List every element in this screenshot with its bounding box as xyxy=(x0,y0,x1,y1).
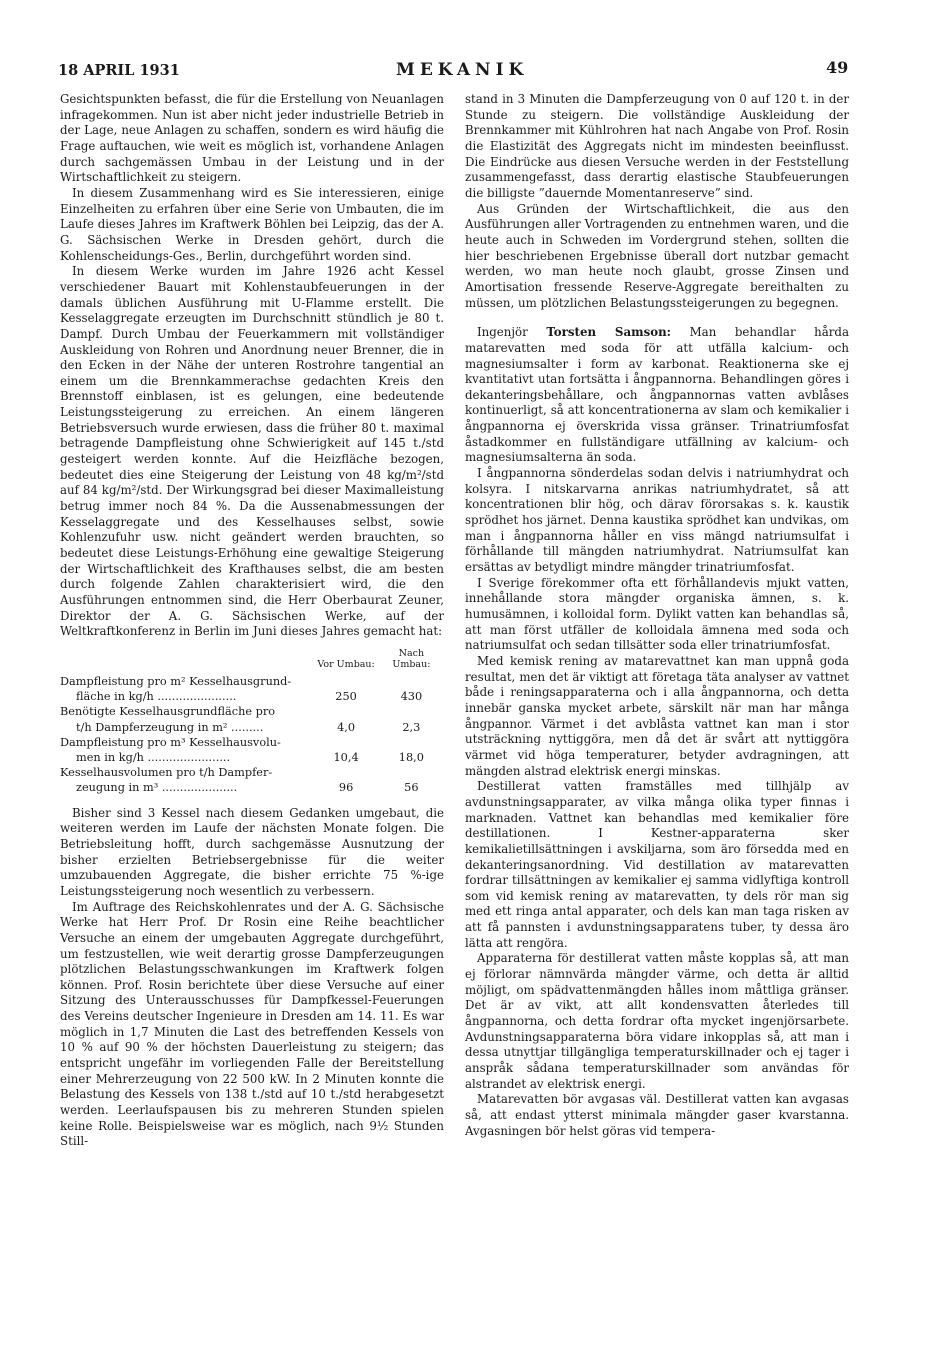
table-row xyxy=(60,765,444,795)
table-header-spacer xyxy=(60,648,313,674)
row-label-line: Kesselhausvolumen pro t/h Dampfer- xyxy=(60,766,273,780)
table-header-row xyxy=(60,648,444,674)
journal-title: MEKANIK xyxy=(396,60,529,80)
row-label-line: Dampfleistung pro m³ Kesselhausvolu- xyxy=(60,735,281,749)
paragraph: stand in 3 Minuten die Dampferzeugung von 0 auf 120 t. in der Stunde zu steigern. Die vollständige Auskleidung der Brennkammer mit Kühlrohren hat nach Angabe von Prof. Rosin die Elastizität des Aggregats nicht im mindesten beeinflusst. Die Eindrücke aus diesen Versuche werden in der Feststellung zusammengefasst, dass derartig elastische Staubfeuerungen die billigste ”dauernde Momentanreserve” sind. xyxy=(465,92,849,200)
row-label-line: t/h Dampferzeugung in m² ......... xyxy=(76,720,264,734)
paragraph: In diesem Werke wurden im Jahre 1926 acht Kessel verschiedener Bauart mit Kohlenstaubfeuerungen in der damals üblichen Ausführung mit U-Flamme erstellt. Die Kesselaggregate erzeugten im Durchschnitt stündlich je 80 t. Dampf. Durch Umbau der Feuerkammern mit vollständiger Auskleidung von Rohren und Anordnung neuer Brenner, die in den Ecken in der Nähe der unteren Rostrohre tangential an einem um die Brennkammerachse gedachten Kreis den Brennstoff einblasen, ist es gelungen, eine bedeutende Leistungssteigerung zu erreichen. An einem längeren Betriebsversuch wurde erwiesen, dass die früher 80 t. maximal betragende Dampfleistung ohne Schwierigkeit auf 145 t./std gesteigert werden konnte. Auf die Heizfläche bezogen, bedeutet dies eine Steigerung der Leistung von 48 kg/m²/std auf 84 kg/m²/std. Der Wirkungsgrad bei dieser Maximalleistung betrug immer noch 84 %. Da die Aussenabmessungen der Kesselaggregate und des Kesselhauses selbst, sowie Kohlenzufuhr usw. nicht geändert werden brauchten, so bedeutet diese Leistungs-Erhöhung eine gewaltige Steigerung der Wirtschaftlichkeit des Krafthauses selbst, die am besten durch folgende Zahlen charakterisiert wird, die den Ausführungen entnommen sind, die Herr Oberbaurat Zeuner, Direktor der A. G. Sächsischen Werke, auf der Weltkraftkonferenz in Berlin im Juni dieses Jahres gemacht hat: xyxy=(60,264,444,639)
value-after: 18,0 xyxy=(398,750,424,764)
value-after: 430 xyxy=(400,690,423,704)
row-label-line: zeugung in m³ ..................... xyxy=(76,781,238,795)
paragraph: Bisher sind 3 Kessel nach diesem Gedanken umgebaut, die weiteren werden im Laufe der nächsten Monate folgen. Die Betriebsleitung hofft, durch sachgemässe Ausnutzung der bisher erzielten Betriebsergebnisse für die weiter umzubauenden Aggregate, die bisher errichte 75 %-ige Leistungssteigerung noch wesentlich zu verbessern. xyxy=(60,805,444,898)
value-before: 250 xyxy=(335,690,357,704)
paragraph: Im Auftrage des Reichskohlenrates und der A. G. Sächsische Werke hat Herr Prof. Dr Rosin eine Reihe beachtlicher Versuche an einem der umgebauten Aggregate durchgeführt, um festzustellen, wie weit derartig grosse Dampferzeugungen plötzlichen Belastungsschwankungen im Kraftwerk folgen können. Prof. Rosin berichtete über diese Versuche auf einer Sitzung des Unterausschusses für Dampfkessel-Feuerungen des Vereins deutscher Ingenieure in Dresden am 14. 11. Es war möglich in 1,7 Minuten die Last des betreffenden Kessels von 10 % auf 90 % der höchsten Dauerleistung zu steigern; das entspricht ungefähr im vorliegenden Falle der Bereitstellung einer Mehrerzeugung von 22 500 kW. In 2 Minuten konnte die Belastung des Kessels von 138 t./std auf 10 t./std herabgesetzt werden. Leerlaufspausen bis zu mehreren Stunden spielen keine Rolle. Beispielsweise war es möglich, nach 9½ Stunden Still- xyxy=(60,899,444,1149)
table-row xyxy=(60,735,444,765)
paragraph: Destillerat vatten framställes med tillhjälp av avdunstningsapparater, av vilka många olika typer finnas i marknaden. Vattnet kan behandlas med kemikalier före destillationen. I Kestner-apparaterna sker kemikalietillsättningen i avskiljarna, som äro försedda med en dekanteringsanordning. Vid destillation av matarevatten fordrar tillsättningen av kemikalier ej samma vidlyftiga kontroll som vid kemisk rening av matarevatten, ty dels rör man sig med ett ringa antal apparater, och dels kan man taga risken av att få pannsten i avdunstningsapparatens tuber, ty dessa äro lätta att rengöra. xyxy=(465,779,849,950)
speaker-paragraph xyxy=(465,325,849,466)
boiler-comparison-table xyxy=(60,648,444,796)
column-header-before: Vor Umbau: xyxy=(317,658,375,670)
table-row xyxy=(60,704,444,734)
paragraph: I Sverige förekommer ofta ett förhållandevis mjukt vatten, innehållande stora mängder organiska ämnen, s. k. humusämnen, i kolloidal form. Dylikt vatten kan behandlas så, att man först utfäller de kolloidala ämnena med soda och natriumsulfat och sedan tillsätter soda eller trinatriumfosfat. xyxy=(465,575,849,653)
value-before: 96 xyxy=(338,781,354,795)
value-after: 2,3 xyxy=(402,720,421,734)
row-label-line: Benötigte Kesselhausgrundfläche pro xyxy=(60,705,276,719)
page-number: 49 xyxy=(826,58,849,77)
row-label-line: fläche in kg/h ...................... xyxy=(76,690,237,704)
paragraph: Gesichtspunkten befasst, die für die Erstellung von Neuanlagen infragekommen. Nun ist aber nicht jeder industrielle Betrieb in der Lage, neue Anlagen zu schaffen, sondern es wird häufig die Frage auftauchen, wie weit es möglich ist, vorhandene Anlagen durch sachgemässen Umbau in der Leistung und in der Wirtschaftlichkeit zu steigern. xyxy=(60,92,444,185)
issue-date: 18 APRIL 1931 xyxy=(58,62,180,79)
paragraph: Matarevatten bör avgasas väl. Destillerat vatten kan avgasas så, att endast ytterst minimala mängder gaser kvarstanna. Avgasningen bör helst göras vid tempera- xyxy=(465,1092,849,1138)
left-column xyxy=(60,92,444,1150)
speaker-text: Man behandlar hårda matarevatten med soda för att utfälla kalcium- och magnesiumsalter i form av karbonat. Reaktionerna ske ej kvantitativt utan fortsätta i ångpannorna. Behandlingen göres i dekanteringsbehållare, och ångpannornas vatten avblåses kontinuerligt, så att koncentrationerna av slam och kemikalier i ångpannorna ej överskrida vissa gränser. Trinatriumfosfat åstadkommer en fullständigare utfällning av kalcium- och magnesiumsalterna än soda. xyxy=(465,325,849,465)
paragraph: I ångpannorna sönderdelas sodan delvis i natriumhydrat och kolsyra. I nitskarvarna anrikas natriumhydratet, så att koncentrationen blir hög, och därav förorsakas s. k. kaustik sprödhet hos järnet. Denna kaustika sprödhet kan undvikas, om man i ångpannorna håller en viss mängd natriumsulfat i förhållande till mängden natriumhydrat. Natriumsulfat kan ersättas av betydligt mindre mängder trinatriumfosfat. xyxy=(465,466,849,575)
row-label-line: men in kg/h ....................... xyxy=(76,750,231,764)
value-before: 10,4 xyxy=(333,750,359,764)
paragraph: Med kemisk rening av matarevattnet kan man uppnå goda resultat, men det är viktigt att företaga täta analyser av vattnet både i reningsapparaterna och i alla ångpannorna, och detta innebär ganska mycket arbete, särskilt när man har många ångpannor. Värmet i det avblåsta vattnet kan man i stor utsträckning nyttiggöra, men då det är svårt att nyttiggöra värmet vid höga temperaturer, betyder avdragningen, att mängden alstrad elektrisk energi minskas. xyxy=(465,653,849,778)
row-label xyxy=(60,765,313,795)
row-label xyxy=(60,704,313,734)
row-label xyxy=(60,735,313,765)
speaker-name: Torsten Samson: xyxy=(546,325,672,340)
row-label xyxy=(60,674,313,704)
row-label-line: Dampfleistung pro m² Kesselhausgrund- xyxy=(60,674,292,688)
value-after: 56 xyxy=(404,781,419,795)
column-header-after: Nach Umbau: xyxy=(392,647,431,670)
speaker-title: Ingenjör xyxy=(477,325,547,340)
right-column xyxy=(465,92,849,1139)
paragraph: Aus Gründen der Wirtschaftlichkeit, die aus den Ausführungen aller Vortragenden zu entnehmen waren, und die heute auch in Schweden im Vordergrund stehen, sollten die hier beschriebenen Ergebnisse überall dort nutzbar gemacht werden, wo man heute noch glaubt, grosse Zinsen und Amortisation fressende Reserve-Aggregate bereithalten zu müssen, um plötzlichen Belastungssteigerungen zu begegnen. xyxy=(465,201,849,310)
paragraph: In diesem Zusammenhang wird es Sie interessieren, einige Einzelheiten zu erfahren über eine Serie von Umbauten, die im Laufe dieses Jahres im Kraftwerk Böhlen bei Leipzig, das der A. G. Sächsischen Werke in Dresden gehört, durch die Kohlenscheidungs-Ges., Berlin, durchgeführt worden sind. xyxy=(60,185,444,263)
value-before: 4,0 xyxy=(337,720,356,734)
table-row xyxy=(60,674,444,704)
paragraph: Apparaterna för destillerat vatten måste kopplas så, att man ej förlorar nämnvärda mängder värme, och detta är alltid möjligt, om spädvattenmängden hålles inom måttliga gränser. Det är av vikt, att allt kondensvatten återledes till ångpannorna, och detta fordrar ofta mycket ingenjörsarbete. Avdunstningsapparaterna böra vidare inkopplas så, att man i dessa utnyttjar tillgängliga temperaturskillnader och ej tager i anspråk sådana temperaturskillnader som användas för alstrandet av elektrisk energi. xyxy=(465,951,849,1091)
